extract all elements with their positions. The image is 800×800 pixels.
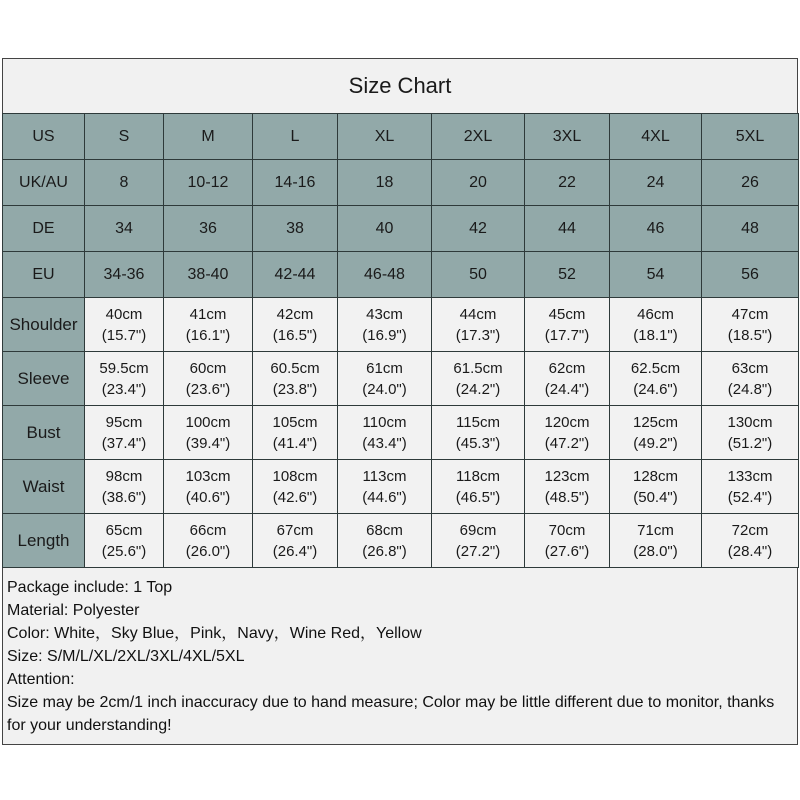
cm-value: 70cm bbox=[548, 521, 586, 539]
inch-value: (24.8") bbox=[727, 380, 773, 398]
cm-value: 72cm bbox=[731, 521, 769, 539]
measurement-cell bbox=[702, 460, 799, 514]
inch-value: (28.4") bbox=[727, 542, 773, 560]
size-cell: 48 bbox=[702, 206, 799, 252]
inch-value: (37.4") bbox=[101, 434, 147, 452]
disclaimer-note: Size may be 2cm/1 inch inaccuracy due to hand measure; Color may be little different due to monitor, thanks for your understanding! bbox=[7, 694, 775, 734]
cm-value: 42cm bbox=[276, 305, 314, 323]
row-label: US bbox=[3, 114, 85, 160]
measurement-cell bbox=[338, 460, 432, 514]
inch-value: (26.4") bbox=[272, 542, 318, 560]
measurement-cell bbox=[253, 298, 338, 352]
size-chart bbox=[2, 58, 798, 745]
measurement-cell bbox=[702, 406, 799, 460]
inch-value: (27.6") bbox=[544, 542, 590, 560]
size-cell: 2XL bbox=[432, 114, 525, 160]
cm-value: 71cm bbox=[637, 521, 674, 539]
cm-value: 113cm bbox=[362, 467, 407, 485]
inch-value: (17.7") bbox=[544, 326, 590, 344]
inch-value: (40.6") bbox=[185, 488, 231, 506]
inch-value: (45.3") bbox=[455, 434, 501, 452]
measurement-row-shoulder bbox=[3, 298, 799, 352]
row-label: UK/AU bbox=[3, 160, 85, 206]
measurement-cell bbox=[432, 352, 525, 406]
size-row-de bbox=[3, 206, 799, 252]
measurement-cell bbox=[610, 460, 702, 514]
product-notes bbox=[2, 568, 798, 745]
measurement-cell bbox=[85, 352, 164, 406]
measurement-row-sleeve bbox=[3, 352, 799, 406]
cm-value: 61cm bbox=[366, 359, 403, 377]
size-cell: 3XL bbox=[525, 114, 610, 160]
cm-value: 110cm bbox=[362, 413, 407, 431]
size-cell: 40 bbox=[338, 206, 432, 252]
inch-value: (42.6") bbox=[272, 488, 318, 506]
measurement-cell bbox=[253, 352, 338, 406]
inch-value: (16.9") bbox=[362, 326, 407, 344]
size-row-uk-au bbox=[3, 160, 799, 206]
size-cell: 4XL bbox=[610, 114, 702, 160]
cm-value: 100cm bbox=[185, 413, 231, 431]
inch-value: (24.4") bbox=[544, 380, 590, 398]
inch-value: (44.6") bbox=[362, 488, 407, 506]
inch-value: (52.4") bbox=[727, 488, 773, 506]
cm-value: 47cm bbox=[731, 305, 769, 323]
cm-value: 46cm bbox=[637, 305, 674, 323]
size-cell: 54 bbox=[610, 252, 702, 298]
inch-value: (51.2") bbox=[727, 434, 773, 452]
measurement-cell bbox=[610, 352, 702, 406]
cm-value: 98cm bbox=[105, 467, 143, 485]
measurement-cell bbox=[610, 298, 702, 352]
cm-value: 115cm bbox=[456, 413, 500, 431]
size-row-us bbox=[3, 114, 799, 160]
cm-value: 45cm bbox=[548, 305, 586, 323]
measurement-cell bbox=[702, 298, 799, 352]
row-label: Bust bbox=[3, 406, 85, 460]
measurement-cell bbox=[525, 406, 610, 460]
measurement-cell bbox=[432, 406, 525, 460]
measurement-cell bbox=[338, 298, 432, 352]
inch-value: (26.0") bbox=[185, 542, 231, 560]
cm-value: 62.5cm bbox=[630, 359, 681, 377]
inch-value: (15.7") bbox=[101, 326, 147, 344]
size-cell: 18 bbox=[338, 160, 432, 206]
inch-value: (17.3") bbox=[455, 326, 501, 344]
measurement-cell bbox=[702, 352, 799, 406]
cm-value: 44cm bbox=[459, 305, 497, 323]
size-cell: 50 bbox=[432, 252, 525, 298]
inch-value: (39.4") bbox=[185, 434, 231, 452]
inch-value: (24.0") bbox=[362, 380, 407, 398]
size-cell: 34-36 bbox=[85, 252, 164, 298]
cm-value: 40cm bbox=[105, 305, 143, 323]
measurement-cell bbox=[525, 460, 610, 514]
measurement-cell bbox=[164, 298, 253, 352]
size-cell: 46 bbox=[610, 206, 702, 252]
cm-value: 60.5cm bbox=[270, 359, 320, 377]
cm-value: 120cm bbox=[544, 413, 590, 431]
cm-value: 105cm bbox=[272, 413, 318, 431]
size-cell: 36 bbox=[164, 206, 253, 252]
size-cell: 14-16 bbox=[253, 160, 338, 206]
inch-value: (16.5") bbox=[272, 326, 318, 344]
inch-value: (18.1") bbox=[633, 326, 678, 344]
size-cell: 56 bbox=[702, 252, 799, 298]
measurement-cell bbox=[702, 514, 799, 568]
size-row-eu bbox=[3, 252, 799, 298]
inch-value: (41.4") bbox=[272, 434, 318, 452]
inch-value: (38.6") bbox=[101, 488, 147, 506]
row-label: Waist bbox=[3, 460, 85, 514]
measurement-cell bbox=[338, 352, 432, 406]
size-cell: XL bbox=[338, 114, 432, 160]
size-cell: 44 bbox=[525, 206, 610, 252]
measurement-cell bbox=[164, 352, 253, 406]
inch-value: (50.4") bbox=[633, 488, 678, 506]
measurement-cell bbox=[253, 514, 338, 568]
size-table bbox=[2, 113, 799, 568]
size-cell: 5XL bbox=[702, 114, 799, 160]
inch-value: (26.8") bbox=[362, 542, 407, 560]
measurement-cell bbox=[525, 352, 610, 406]
cm-value: 65cm bbox=[105, 521, 143, 539]
inch-value: (23.4") bbox=[101, 380, 147, 398]
size-cell: 24 bbox=[610, 160, 702, 206]
measurement-cell bbox=[432, 514, 525, 568]
measurement-cell bbox=[85, 460, 164, 514]
cm-value: 95cm bbox=[105, 413, 143, 431]
cm-value: 128cm bbox=[632, 467, 679, 485]
measurement-cell bbox=[610, 406, 702, 460]
inch-value: (23.6") bbox=[185, 380, 231, 398]
size-cell: 22 bbox=[525, 160, 610, 206]
cm-value: 125cm bbox=[632, 413, 679, 431]
measurement-cell bbox=[253, 460, 338, 514]
measurement-cell bbox=[338, 514, 432, 568]
cm-value: 62cm bbox=[548, 359, 586, 377]
inch-value: (25.6") bbox=[101, 542, 147, 560]
measurement-cell bbox=[164, 514, 253, 568]
size-cell: 38 bbox=[253, 206, 338, 252]
measurement-cell bbox=[85, 514, 164, 568]
inch-value: (28.0") bbox=[633, 542, 678, 560]
size-cell: 42-44 bbox=[253, 252, 338, 298]
size-cell: 20 bbox=[432, 160, 525, 206]
chart-title: Size Chart bbox=[2, 58, 798, 113]
inch-value: (24.6") bbox=[633, 380, 678, 398]
cm-value: 43cm bbox=[366, 305, 403, 323]
cm-value: 133cm bbox=[727, 467, 773, 485]
size-cell: 26 bbox=[702, 160, 799, 206]
size-cell: 38-40 bbox=[164, 252, 253, 298]
measurement-row-length bbox=[3, 514, 799, 568]
row-label: EU bbox=[3, 252, 85, 298]
measurement-cell bbox=[85, 406, 164, 460]
inch-value: (24.2") bbox=[455, 380, 501, 398]
cm-value: 108cm bbox=[272, 467, 318, 485]
cm-value: 130cm bbox=[727, 413, 773, 431]
cm-value: 68cm bbox=[366, 521, 403, 539]
cm-value: 66cm bbox=[189, 521, 227, 539]
measurement-cell bbox=[85, 298, 164, 352]
material-note: Material: Polyester bbox=[7, 602, 140, 619]
row-label: Shoulder bbox=[3, 298, 85, 352]
cm-value: 118cm bbox=[456, 467, 500, 485]
inch-value: (43.4") bbox=[362, 434, 407, 452]
size-cell: 34 bbox=[85, 206, 164, 252]
attention-label: Attention: bbox=[7, 671, 75, 688]
measurement-cell bbox=[164, 460, 253, 514]
cm-value: 123cm bbox=[544, 467, 590, 485]
inch-value: (49.2") bbox=[633, 434, 678, 452]
inch-value: (23.8") bbox=[272, 380, 318, 398]
cm-value: 69cm bbox=[459, 521, 497, 539]
measurement-cell bbox=[253, 406, 338, 460]
cm-value: 41cm bbox=[189, 305, 227, 323]
size-cell: M bbox=[164, 114, 253, 160]
inch-value: (46.5") bbox=[455, 488, 501, 506]
row-label: DE bbox=[3, 206, 85, 252]
cm-value: 67cm bbox=[276, 521, 314, 539]
measurement-cell bbox=[525, 514, 610, 568]
measurement-cell bbox=[610, 514, 702, 568]
size-cell: 8 bbox=[85, 160, 164, 206]
cm-value: 60cm bbox=[189, 359, 227, 377]
color-note: Color: White，Sky Blue，Pink，Navy，Wine Red，Yellow bbox=[7, 625, 422, 642]
package-note: Package include: 1 Top bbox=[7, 579, 173, 596]
measurement-cell bbox=[338, 406, 432, 460]
size-cell: L bbox=[253, 114, 338, 160]
row-label: Sleeve bbox=[3, 352, 85, 406]
measurement-row-bust bbox=[3, 406, 799, 460]
inch-value: (48.5") bbox=[544, 488, 590, 506]
size-cell: 42 bbox=[432, 206, 525, 252]
row-label: Length bbox=[3, 514, 85, 568]
measurement-cell bbox=[164, 406, 253, 460]
measurement-cell bbox=[432, 298, 525, 352]
cm-value: 63cm bbox=[731, 359, 769, 377]
cm-value: 61.5cm bbox=[453, 359, 503, 377]
measurement-row-waist bbox=[3, 460, 799, 514]
inch-value: (16.1") bbox=[185, 326, 231, 344]
measurement-cell bbox=[432, 460, 525, 514]
cm-value: 103cm bbox=[185, 467, 231, 485]
size-cell: 46-48 bbox=[338, 252, 432, 298]
cm-value: 59.5cm bbox=[99, 359, 149, 377]
size-cell: S bbox=[85, 114, 164, 160]
measurement-cell bbox=[525, 298, 610, 352]
inch-value: (27.2") bbox=[455, 542, 501, 560]
size-cell: 52 bbox=[525, 252, 610, 298]
inch-value: (18.5") bbox=[727, 326, 773, 344]
inch-value: (47.2") bbox=[544, 434, 590, 452]
size-cell: 10-12 bbox=[164, 160, 253, 206]
size-note: Size: S/M/L/XL/2XL/3XL/4XL/5XL bbox=[7, 648, 245, 665]
